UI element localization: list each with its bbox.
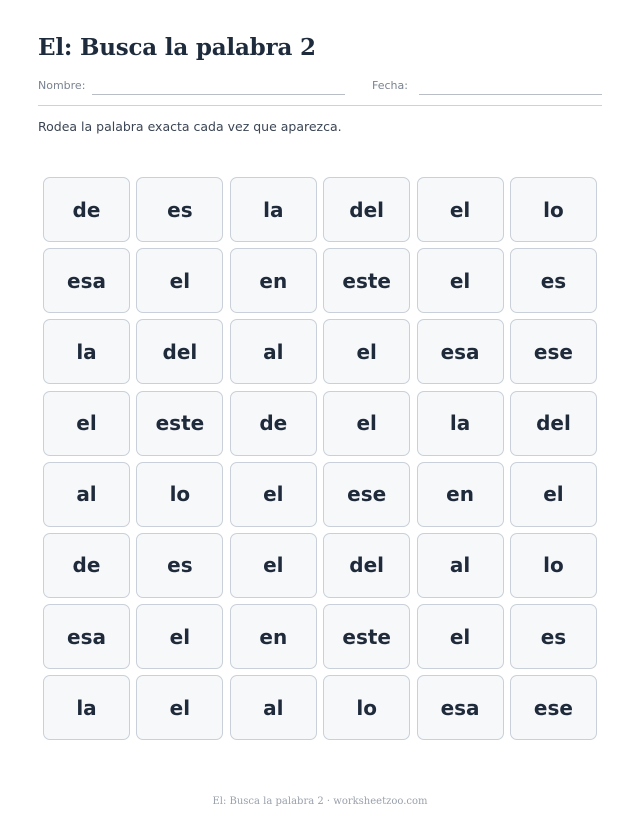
name-date-row [38, 79, 602, 97]
word-cell[interactable]: del [510, 391, 597, 456]
word-cell[interactable]: al [417, 533, 504, 598]
word-cell[interactable]: lo [136, 462, 223, 527]
word-cell[interactable]: el [323, 319, 410, 384]
word-cell[interactable]: el [136, 604, 223, 669]
footer-text: El: Busca la palabra 2 · worksheetzoo.com [212, 796, 428, 807]
word-cell[interactable]: ese [510, 319, 597, 384]
word-cell[interactable]: el [417, 248, 504, 313]
word-cell[interactable]: lo [510, 177, 597, 242]
word-cell[interactable]: lo [510, 533, 597, 598]
word-cell[interactable]: lo [323, 675, 410, 740]
word-cell[interactable]: al [43, 462, 130, 527]
instructions-text: Rodea la palabra exacta cada vez que aparezca. [38, 119, 342, 134]
word-cell[interactable]: este [136, 391, 223, 456]
word-cell[interactable]: esa [43, 604, 130, 669]
name-label: Nombre: [38, 79, 86, 92]
word-cell[interactable]: el [417, 604, 504, 669]
word-cell[interactable]: en [230, 248, 317, 313]
word-cell[interactable]: es [510, 604, 597, 669]
word-cell[interactable]: al [230, 675, 317, 740]
name-line[interactable] [92, 94, 345, 95]
word-cell[interactable]: de [43, 177, 130, 242]
word-cell[interactable]: del [323, 177, 410, 242]
word-grid [43, 177, 597, 740]
word-cell[interactable]: el [136, 248, 223, 313]
word-cell[interactable]: es [136, 177, 223, 242]
word-cell[interactable]: de [43, 533, 130, 598]
date-label: Fecha: [372, 79, 408, 92]
header-divider [38, 105, 602, 106]
word-cell[interactable]: esa [417, 675, 504, 740]
word-cell[interactable]: la [43, 319, 130, 384]
word-cell[interactable]: la [417, 391, 504, 456]
word-cell[interactable]: del [323, 533, 410, 598]
word-cell[interactable]: ese [510, 675, 597, 740]
word-cell[interactable]: esa [43, 248, 130, 313]
word-cell[interactable]: la [230, 177, 317, 242]
word-cell[interactable]: al [230, 319, 317, 384]
word-cell[interactable]: es [136, 533, 223, 598]
word-cell[interactable]: en [230, 604, 317, 669]
word-cell[interactable]: este [323, 604, 410, 669]
word-cell[interactable]: ese [323, 462, 410, 527]
word-cell[interactable]: es [510, 248, 597, 313]
word-cell[interactable]: el [510, 462, 597, 527]
word-cell[interactable]: del [136, 319, 223, 384]
word-cell[interactable]: este [323, 248, 410, 313]
word-cell[interactable]: el [43, 391, 130, 456]
word-cell[interactable]: el [417, 177, 504, 242]
word-cell[interactable]: el [136, 675, 223, 740]
word-cell[interactable]: en [417, 462, 504, 527]
date-line[interactable] [419, 94, 602, 95]
word-cell[interactable]: de [230, 391, 317, 456]
worksheet-title: El: Busca la palabra 2 [38, 34, 316, 61]
word-cell[interactable]: esa [417, 319, 504, 384]
word-cell[interactable]: el [230, 533, 317, 598]
word-cell[interactable]: el [230, 462, 317, 527]
word-cell[interactable]: la [43, 675, 130, 740]
word-cell[interactable]: el [323, 391, 410, 456]
